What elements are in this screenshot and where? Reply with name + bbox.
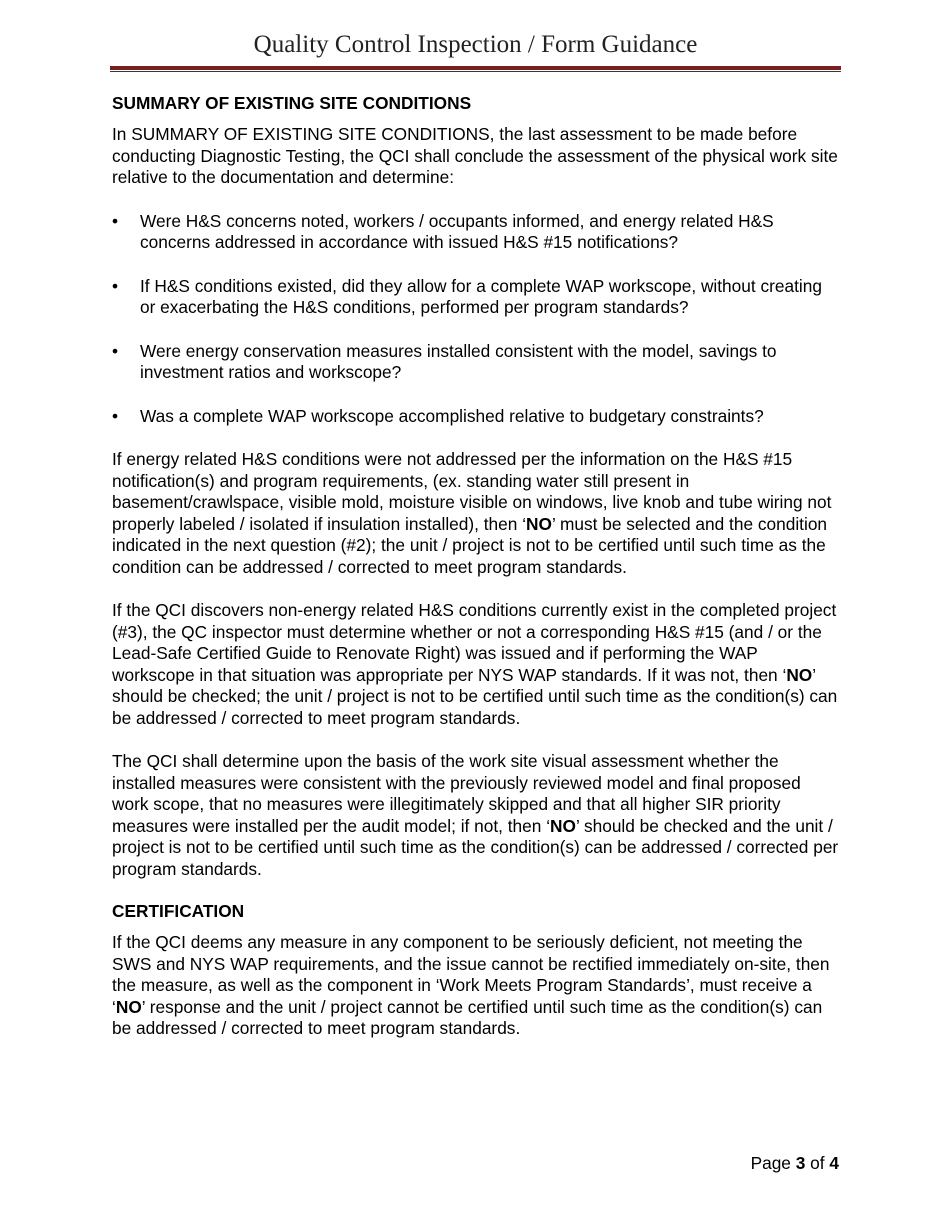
page-header-title: Quality Control Inspection / Form Guidance [253, 31, 698, 58]
paragraph-non-energy-hs: If the QCI discovers non-energy related H&S conditions currently exist in the completed project (#3), the QC inspector must determine whether or not a corresponding H&S #15 (and / or the Lead-Safe Certified Guide to Renovate Right) was issued and if performing the WAP workscope in that situation was appropriate per NYS WAP standards. If it was not, then ‘NO’ should be checked; the unit / project is not to be certified until such time as the condition(s) can be addressed / corrected to meet program standards. [112, 600, 838, 728]
document-body [112, 92, 842, 1040]
bullet-text: Were energy conservation measures installed consistent with the model, savings to investment ratios and workscope? [140, 340, 777, 382]
header-rule-thick [110, 66, 841, 70]
bullet-icon: • [112, 275, 119, 296]
no-emphasis: NO [526, 513, 552, 534]
page-total: 4 [829, 1153, 839, 1173]
intro-paragraph: In SUMMARY OF EXISTING SITE CONDITIONS, the last assessment to be made before conducting Diagnostic Testing, the QCI shall conclude the assessment of the physical work site relative to the documentation and determine: [112, 124, 838, 187]
paragraph-measures-assessment: The QCI shall determine upon the basis of the work site visual assessment whether the installed measures were consistent with the previously reviewed model and final proposed work scope, that no measures were illegitimately skipped and that all higher SIR priority measures were installed per the audit model; if not, then ‘NO’ should be checked and the unit / project is not to be certified until such time as the condition(s) can be addressed / corrected per program standards. [112, 751, 839, 879]
paragraph-certification: If the QCI deems any measure in any component to be seriously deficient, not meeting the SWS and NYS WAP requirements, and the issue cannot be rectified immediately on-site, then the measure, as well as the component in ‘Work Meets Program Standards’, must receive a ‘NO’ response and the unit / project cannot be certified until such time as the condition(s) can be addressed / corrected to meet program standards. [112, 932, 830, 1038]
bullet-icon: • [112, 405, 119, 426]
page-current: 3 [795, 1153, 806, 1173]
paragraph-energy-hs: If energy related H&S conditions were not addressed per the information on the H&S #15 notification(s) and program requirements, (ex. standing water still present in basement/crawlspace, visible mold, moisture visible on windows, live knob and tube wiring not properly labeled / isolated if insulation installed), then ‘NO’ must be selected and the condition indicated in the next question (#2); the unit / project is not to be certified until such time as the condition can be addressed / corrected to meet program standards. [112, 449, 832, 577]
bullet-text: Were H&S concerns noted, workers / occupants informed, and energy related H&S concerns addressed in accordance with issued H&S #15 notifications? [140, 210, 774, 252]
section-heading-site-conditions: SUMMARY OF EXISTING SITE CONDITIONS [112, 93, 472, 113]
bullet-item [112, 276, 842, 319]
bullet-item [112, 406, 842, 428]
page-number: Page 3 of 4 [750, 1153, 839, 1173]
bullet-item [112, 211, 842, 254]
no-emphasis: NO [115, 996, 142, 1017]
section-heading-certification: CERTIFICATION [112, 901, 245, 921]
bullet-item [112, 341, 842, 384]
assessment-bullet-list [112, 211, 842, 428]
bullet-icon: • [112, 210, 119, 231]
bullet-text: Was a complete WAP workscope accomplished relative to budgetary constraints? [140, 405, 764, 426]
no-emphasis: NO [786, 664, 813, 685]
bullet-icon: • [112, 340, 119, 361]
bullet-text: If H&S conditions existed, did they allow for a complete WAP workscope, without creating or exacerbating the H&S conditions, performed per program standards? [140, 275, 822, 317]
header-rule-thin [110, 71, 841, 72]
no-emphasis: NO [550, 815, 576, 836]
